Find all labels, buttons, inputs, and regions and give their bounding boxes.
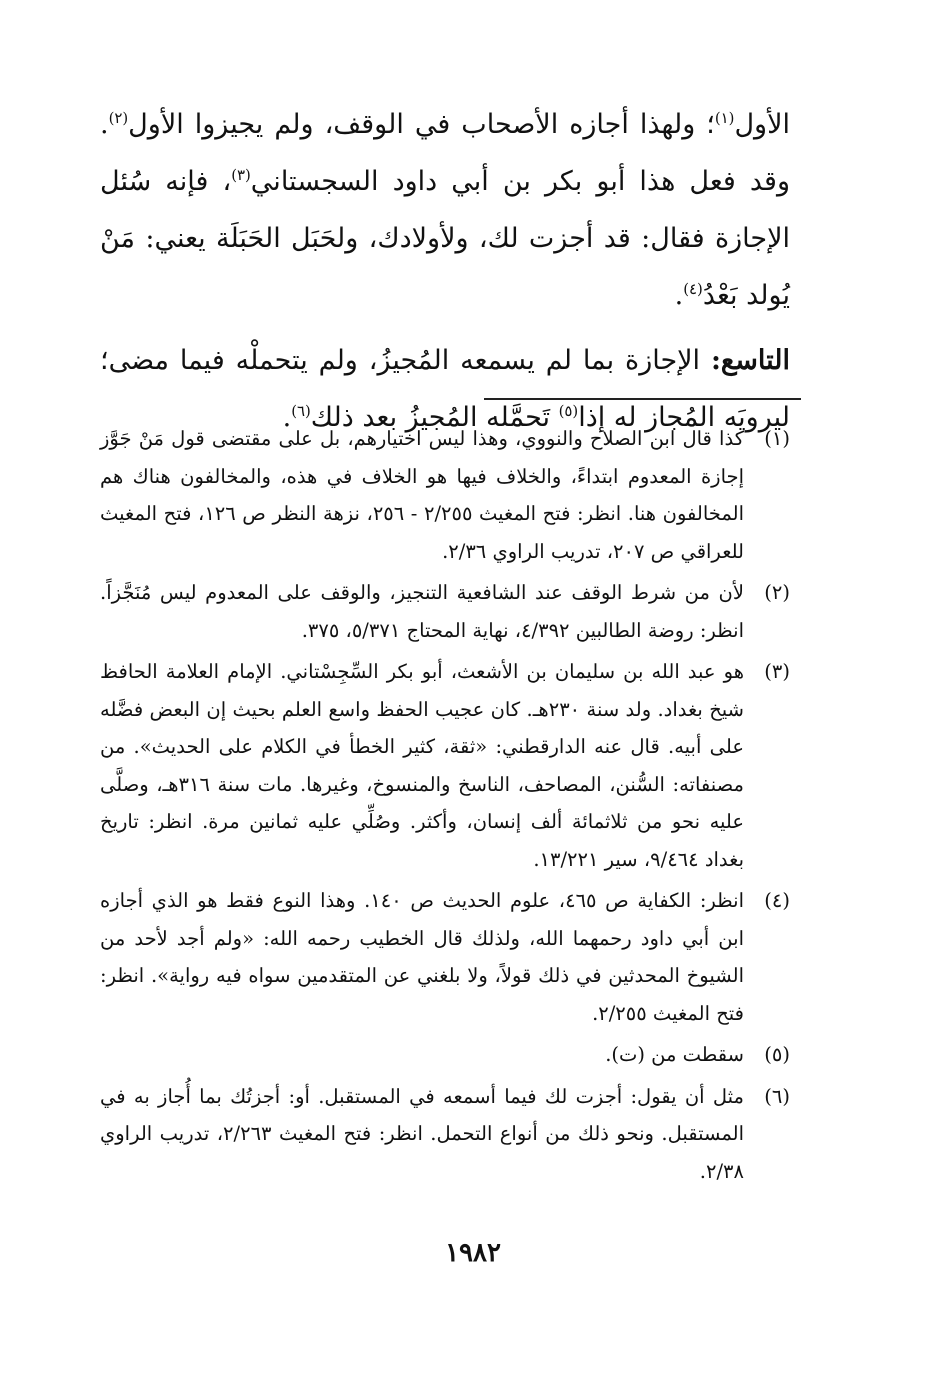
text-run: تَحمَّله المُجيزُ بعد ذلك (310, 402, 559, 433)
footnote-number: (٤) (764, 889, 790, 912)
footnote-2 (100, 574, 790, 649)
footnote-3 (100, 653, 790, 878)
footnote-1 (100, 420, 790, 570)
footnote-number: (٥) (764, 1043, 790, 1066)
footnote-number: (٢) (764, 581, 790, 604)
footnotes (100, 420, 790, 1194)
footnote-ref-4: (٤) (683, 280, 703, 298)
footnote-number: (٣) (764, 660, 790, 683)
main-text (100, 96, 790, 446)
text-run: ، فإنه سُئل الإجازة فقال: قد أجزت لك، ولأولادك، ولحَبَل الحَبَلَة يعني: مَنْ يُولد بَعْدُ (100, 166, 790, 311)
footnote-ref-3: (٣) (231, 166, 251, 184)
text-run: الأول (734, 109, 790, 140)
text-run: الإجازة بما لم يسمعه المُجيزُ، ولم يتحملْه فيما مضى؛ ليرويَه المُجاز له إذا (100, 345, 790, 433)
footnote-text: لأن من شرط الوقف عند الشافعية التنجيز، والوقف على المعدوم ليس مُنَجَّزاً. انظر: روضة الطالبين ٤/٣٩٢، نهاية المحتاج ٥/٣٧١، ٣٧٥. (100, 581, 744, 642)
footnote-text: سقطت من (ت). (605, 1043, 744, 1066)
paragraph-1 (100, 96, 790, 324)
text-run: . (674, 280, 684, 311)
footnote-text: هو عبد الله بن سليمان بن الأشعث، أبو بكر السِّجِسْتاني. الإمام العلامة الحافظ شيخ بغداد. ولد سنة ٢٣٠هـ. كان عجيب الحفظ واسع العلم بحيث إن البعض فضَّله على أبيه. قال عنه الدارقطني: «ثقة، كثير الخطأ في الكلام على الحديث». من مصنفاته: السُّنن، المصاحف، الناسخ والمنسوخ، وغيرها. مات سنة ٣١٦هـ، وصلَّى عليه نحو من ثلاثمائة ألف إنسان، وأكثر. وصُلِّي عليه ثمانين مرة. انظر: تاريخ بغداد ٩/٤٦٤، سير ١٣/٢٢١. (100, 660, 745, 871)
footnote-number: (١) (764, 427, 790, 450)
footnote-ref-5: (٥) (558, 402, 579, 420)
footnote-4 (100, 882, 790, 1032)
footnote-5 (100, 1036, 790, 1074)
text-run: . (282, 402, 292, 433)
footnote-separator (484, 398, 801, 400)
text-run: ؛ ولهذا أجازه الأصحاب في الوقف، ولم يجيزوا الأول (128, 109, 715, 140)
footnote-ref-2: (٢) (108, 109, 129, 127)
footnote-text: مثل أن يقول: أجزت لك فيما أسمعه في المستقبل. أو: أجزتُك بما أُجاز به في المستقبل. ونحو ذلك من أنواع التحمل. انظر: فتح المغيث ٢/٢٦٣، تدريب الراوي ٢/٣٨. (100, 1084, 744, 1183)
footnote-text: كذا قال ابن الصلاح والنووي، وهذا ليس اختيارهم، بل على مقتضى قول مَنْ جَوَّز إجازة المعدوم ابتداءً، والخلاف فيها هو الخلاف في هذه، والمخالفون هناك هم المخالفون هنا. انظر: فتح المغيث ٢/٢٥٥ - ٢٥٦، نزهة النظر ص ١٢٦، فتح المغيث للعراقي ص ٢٠٧، تدريب الراوي ٢/٣٦. (100, 427, 744, 563)
footnote-6 (100, 1078, 790, 1191)
footnote-number: (٦) (764, 1084, 790, 1108)
section-lead: التاسع: (710, 345, 790, 376)
footnote-ref-6: (٦) (291, 402, 311, 420)
page-number: ١٩٨٢ (445, 1238, 501, 1268)
text-run: . وقد فعل هذا أبو بكر بن أبي داود السجستاني (100, 109, 790, 197)
footnote-ref-1: (١) (714, 109, 735, 127)
footnote-text: انظر: الكفاية ص ٤٦٥، علوم الحديث ص ١٤٠. وهذا النوع فقط هو الذي أجازه ابن أبي داود رحمهما الله، ولذلك قال الخطيب رحمه الله: «ولم أجد لأحد من الشيوخ المحدثين في ذلك قولاً، ولا بلغني عن المتقدمين سواه فيه رواية». انظر: فتح المغيث ٢/٢٥٥. (100, 889, 744, 1025)
